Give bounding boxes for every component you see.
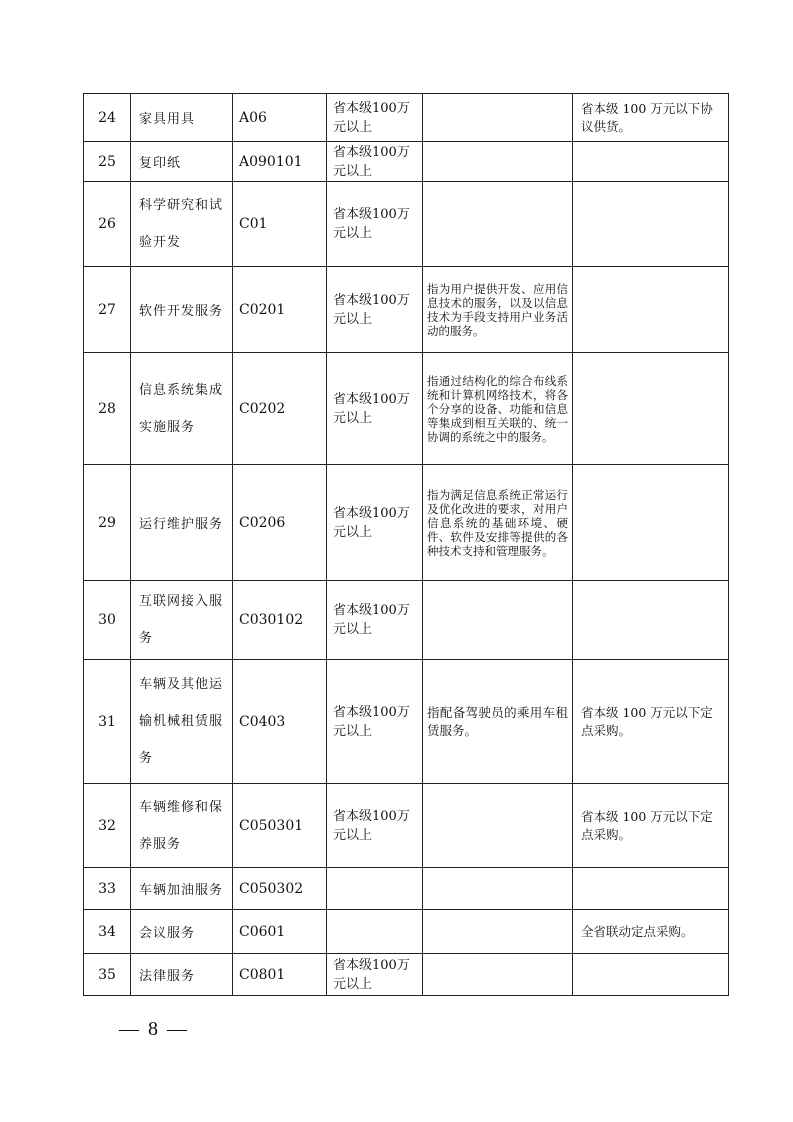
row-number: 28 <box>84 353 131 465</box>
row-number: 33 <box>84 868 131 910</box>
threshold: 省本级100万元以上 <box>327 142 423 182</box>
description <box>423 182 573 267</box>
description <box>423 142 573 182</box>
note: 省本级 100 万元以下定点采购。 <box>573 660 729 784</box>
item-name: 科学研究和试验开发 <box>131 182 233 267</box>
item-code: C050302 <box>233 868 327 910</box>
row-number: 34 <box>84 910 131 954</box>
table-row <box>84 353 729 465</box>
threshold <box>327 910 423 954</box>
threshold: 省本级100万元以上 <box>327 267 423 353</box>
table-row <box>84 660 729 784</box>
note: 省本级 100 万元以下定点采购。 <box>573 784 729 868</box>
item-code: C0403 <box>233 660 327 784</box>
note <box>573 267 729 353</box>
item-code: A090101 <box>233 142 327 182</box>
table-row <box>84 182 729 267</box>
row-number: 26 <box>84 182 131 267</box>
description <box>423 910 573 954</box>
note <box>573 868 729 910</box>
description <box>423 94 573 142</box>
item-name: 软件开发服务 <box>131 267 233 353</box>
row-number: 30 <box>84 581 131 660</box>
item-name: 车辆加油服务 <box>131 868 233 910</box>
threshold: 省本级100万元以上 <box>327 182 423 267</box>
procurement-table <box>83 93 729 996</box>
table-row <box>84 267 729 353</box>
table-row <box>84 954 729 996</box>
note <box>573 465 729 581</box>
item-code: C0601 <box>233 910 327 954</box>
table-row <box>84 784 729 868</box>
item-name: 车辆及其他运输机械租赁服务 <box>131 660 233 784</box>
row-number: 27 <box>84 267 131 353</box>
threshold: 省本级100万元以上 <box>327 581 423 660</box>
note: 全省联动定点采购。 <box>573 910 729 954</box>
description: 指为用户提供开发、应用信息技术的服务，以及以信息技术为手段支持用户业务活动的服务。 <box>423 267 573 353</box>
threshold <box>327 868 423 910</box>
item-name: 复印纸 <box>131 142 233 182</box>
table-row <box>84 465 729 581</box>
page-number: — 8 — <box>119 1018 189 1040</box>
row-number: 31 <box>84 660 131 784</box>
description <box>423 954 573 996</box>
item-code: C0206 <box>233 465 327 581</box>
threshold: 省本级100万元以上 <box>327 353 423 465</box>
row-number: 25 <box>84 142 131 182</box>
item-code: A06 <box>233 94 327 142</box>
table-row <box>84 142 729 182</box>
item-name: 车辆维修和保养服务 <box>131 784 233 868</box>
item-code: C0202 <box>233 353 327 465</box>
item-code: C01 <box>233 182 327 267</box>
table-body <box>84 94 729 996</box>
item-name: 法律服务 <box>131 954 233 996</box>
item-code: C0201 <box>233 267 327 353</box>
item-code: C0801 <box>233 954 327 996</box>
threshold: 省本级100万元以上 <box>327 784 423 868</box>
table-row <box>84 910 729 954</box>
row-number: 32 <box>84 784 131 868</box>
row-number: 29 <box>84 465 131 581</box>
item-code: C050301 <box>233 784 327 868</box>
description: 指通过结构化的综合布线系统和计算机网络技术，将各个分享的设备、功能和信息等集成到相互关联的、统一协调的系统之中的服务。 <box>423 353 573 465</box>
row-number: 35 <box>84 954 131 996</box>
description <box>423 784 573 868</box>
threshold: 省本级100万元以上 <box>327 94 423 142</box>
table-row <box>84 868 729 910</box>
note <box>573 353 729 465</box>
item-name: 信息系统集成实施服务 <box>131 353 233 465</box>
note <box>573 954 729 996</box>
description: 指配备驾驶员的乘用车租赁服务。 <box>423 660 573 784</box>
threshold: 省本级100万元以上 <box>327 954 423 996</box>
item-name: 会议服务 <box>131 910 233 954</box>
row-number: 24 <box>84 94 131 142</box>
table-row <box>84 94 729 142</box>
item-code: C030102 <box>233 581 327 660</box>
threshold: 省本级100万元以上 <box>327 465 423 581</box>
note <box>573 581 729 660</box>
note: 省本级 100 万元以下协议供货。 <box>573 94 729 142</box>
threshold: 省本级100万元以上 <box>327 660 423 784</box>
description: 指为满足信息系统正常运行及优化改进的要求，对用户信息系统的基础环境、硬件、软件及安排等提供的各种技术支持和管理服务。 <box>423 465 573 581</box>
table-row <box>84 581 729 660</box>
item-name: 运行维护服务 <box>131 465 233 581</box>
description <box>423 581 573 660</box>
item-name: 互联网接入服务 <box>131 581 233 660</box>
note <box>573 182 729 267</box>
item-name: 家具用具 <box>131 94 233 142</box>
note <box>573 142 729 182</box>
description <box>423 868 573 910</box>
